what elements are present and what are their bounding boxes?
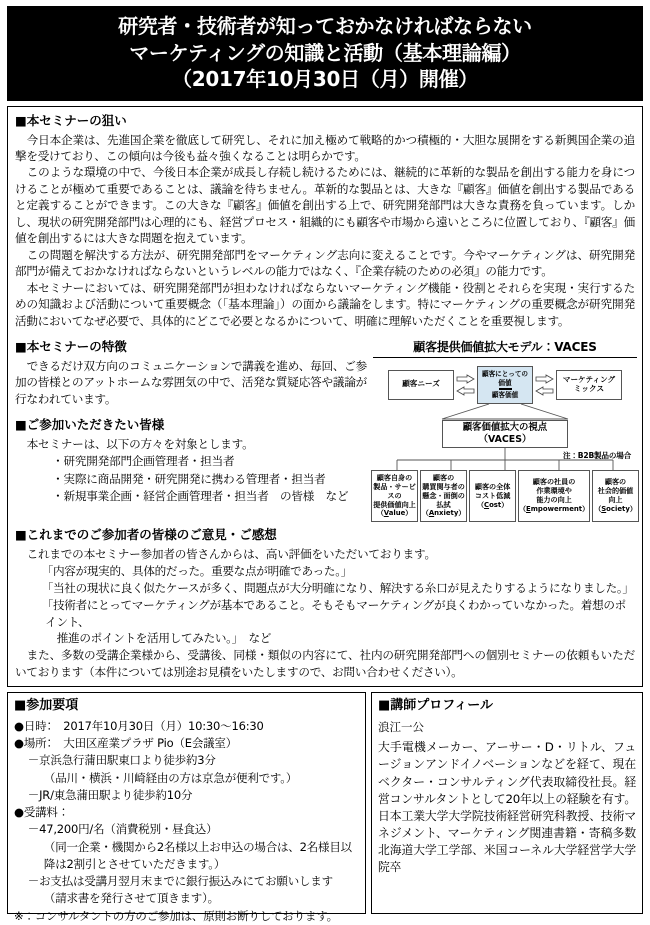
participation-payment-note: （請求書を発行させて頂きます）。 <box>43 891 219 906</box>
diagram-box-customer-value <box>477 366 533 404</box>
testimonial-quote-3-cont: 推進のポイントを活用してみたい。」 など <box>56 631 272 646</box>
title-line-1: 研究者・技術者が知っておかなければならない <box>118 14 532 38</box>
diagram-leaf-society <box>592 470 639 522</box>
leaf-anxiety-ja-2: 購買関与者の <box>422 481 465 491</box>
diagram-leaf-cost <box>469 470 516 522</box>
leaf-empowerment-ja-2: 作業環境や <box>536 486 572 496</box>
leaf-cost-ja-2: コスト低減 <box>474 490 511 500</box>
leaf-society-ja-2: 社会的価値 <box>597 486 634 496</box>
title-line-3: （2017年10月30日（月）開催） <box>172 67 478 92</box>
leaf-cost-en: （Cost） <box>477 500 509 509</box>
diagram-center-top-label: 顧客にとっての <box>481 370 529 379</box>
leaf-anxiety-ja-1: 顧客の <box>432 472 455 482</box>
participation-venue: ●場所： 大田区産業プラザ Pio（E会議室） <box>14 736 238 751</box>
diagram-leaf-anxiety <box>420 470 467 522</box>
diagram-top-row <box>371 366 639 404</box>
participation-access-1: －京浜急行蒲田駅東口より徒歩約3分 <box>27 753 216 768</box>
diagram-arrows-left <box>456 374 475 396</box>
aim-paragraph-3: この問題を解決する方法が、研究開発部門をマーケティング志向に変えることです。今やマーケティングは、研究開発部門が備えておかなければならないというレベルの能力ではなく、『企業存続のための必須』の能力です。 <box>15 247 635 279</box>
diagram-box-marketing-mix-label-1: マーケティング <box>562 375 616 385</box>
audience-item-3: ・新規事業企画・経営企画管理者・担当者 の皆様 など <box>52 489 349 503</box>
diagram-center-mid-label: 価値 <box>498 378 512 387</box>
participation-fee-note-1: （同一企業・機関から2名様以上お申込の場合は、2名様目以 <box>43 839 352 854</box>
features-paragraph: できるだけ双方向のコミュニケーションで講義を進め、毎回、ご参加の皆様とのアットホームな雰囲気の中で、活発な質疑応答や議論が行なわれています。 <box>15 358 367 406</box>
participation-access-1-note: （品川・横浜・川崎経由の方は京急が便利です。） <box>43 770 298 785</box>
leaf-value-ja-2: 製品・サービスの <box>373 481 416 500</box>
arrow-right-icon <box>456 374 475 384</box>
instructor-name: 浪江一公 <box>378 719 424 734</box>
diagram-note-b2b: 注：B2B製品の場合 <box>562 450 631 460</box>
instructor-box <box>371 692 643 914</box>
leaf-value-en: （Value） <box>376 509 413 518</box>
instructor-heading: ■講師プロフィール <box>378 698 493 713</box>
section-heading-audience: ■ご参加いただきたい皆様 <box>15 417 165 433</box>
diagram-leaf-value <box>371 470 418 522</box>
participation-payment: －お支払は受講月翌月末までに銀行振込みにてお願いします <box>27 874 333 889</box>
diagram-connector-upper <box>371 404 639 420</box>
diagram-leaf-row <box>371 470 639 522</box>
diagram-viewpoint-label-2: （VACES） <box>478 433 532 445</box>
leaf-value-ja-1: 顧客自身の <box>376 472 413 482</box>
leaf-anxiety-en: （Anxiety） <box>421 509 466 518</box>
arrow-right-icon <box>535 374 554 384</box>
section-heading-features: ■本セミナーの特徴 <box>15 338 127 354</box>
leaf-empowerment-en: （Empowerment） <box>519 504 589 513</box>
testimonial-quote-3: 「技術者にとってマーケティングが基本であること。そもそもマーケティングが良くわかっていなかった。着想のポイント、 <box>41 597 626 629</box>
participation-access-2: －JR/東急蒲田駅より徒歩約10分 <box>27 787 193 802</box>
diagram-center-bottom-label: 顧客価値 <box>491 391 519 400</box>
participation-date: ●日時： 2017年10月30日（月）10:30〜16:30 <box>14 718 264 733</box>
vaces-diagram <box>371 338 639 522</box>
instructor-bio: 大手電機メーカー、アーサー・D・リトル、フュージョンアンドイノベーションなどを経て、現在ベクター・コンサルティング代表取締役社長。経営コンサルタントとして20年以上の経験を有す。日本工業大学大学院技術経営研究科教授、技術マネジメント、マーケティング関連書籍・寄稿多数北海道大学工学部、米国コーネル大学経営学大学院卒 <box>378 740 636 875</box>
testimonial-quote-2: 「当社の現状に良く似たケースが多く、問題点が大分明確になり、解決する糸口が見えたりするようになりました。」 <box>41 580 634 595</box>
audience-intro: 本セミナーは、以下の方々を対象とします。 <box>26 436 254 451</box>
audience-item-2: ・実際に商品開発・研究開発に携わる管理者・担当者 <box>52 471 326 486</box>
diagram-box-vaces-viewpoint <box>442 420 568 448</box>
equals-icon <box>499 388 512 390</box>
diagram-box-customer-needs-label: 顧客ニーズ <box>402 379 440 389</box>
title-line-2: マーケティングの知識と活動（基本理論編） <box>129 40 521 65</box>
diagram-column <box>367 338 639 522</box>
testimonials-intro: これまでの本セミナー参加者の皆さんからは、高い評価をいただいております。 <box>26 546 436 561</box>
features-and-diagram-row <box>15 338 635 522</box>
arrow-left-icon <box>456 386 475 396</box>
title-banner <box>7 6 643 101</box>
main-content-box <box>7 106 643 687</box>
participation-fee-label: ●受講料： <box>14 805 70 820</box>
diagram-title: 顧客提供価値拡大モデル：VACES <box>373 338 637 358</box>
leaf-society-ja-3: 向上 <box>608 495 623 505</box>
testimonials-closing: また、多数の受講企業様から、受講後、同様・類似の内容にて、社内の研究開発部門への個別セミナーの依頼もいただいております（本件については別途お見積をいたしますので、お問い合わせください）。 <box>15 648 635 679</box>
aim-paragraph-2: このような環境の中で、今後日本企業が成長し存続し続けるためには、継続的に革新的な製品を創出する能力を身につけることが極めて重要であることは、議論を待ちません。革新的な製品とは、大きな『顧客』価値を創出する製品であると定義することができます。この大きな『顧客』価値を創出する上で、研究開発部門は大きな責務を負っています。しかし、現状の研究開発部門は心理的にも、経営プロセス・組織的にも顧客や市場から遠いところに位置しており、『顧客』価値を創出するには大きな問題を抱えています。 <box>15 165 635 246</box>
participation-fee-note-2: 降は2割引とさせていただきます。） <box>43 856 226 871</box>
diagram-viewpoint-label-1: 顧客価値拡大の視点 <box>462 422 548 434</box>
leaf-anxiety-ja-4: 払拭 <box>436 499 451 509</box>
features-column <box>15 338 367 505</box>
participation-box <box>7 692 366 923</box>
leaf-empowerment-ja-1: 顧客の社員の <box>532 477 576 487</box>
diagram-box-marketing-mix <box>556 370 622 400</box>
section-heading-aim: ■本セミナーの狙い <box>15 112 127 128</box>
aim-paragraph-1: 今日本企業は、先進国企業を徹底して研究し、それに加え極めて戦略的かつ積極的・大胆な展開をする新興国企業の追撃を受けており、この傾向は今後も益々強くなることは明らかです。 <box>15 132 635 163</box>
leaf-society-en: （Society） <box>594 504 637 513</box>
fan-lines-icon <box>371 448 639 470</box>
leaf-value-ja-3: 提供価値向上 <box>373 499 416 509</box>
bottom-row <box>7 692 643 923</box>
leaf-cost-ja-1: 顧客の全体 <box>474 481 511 491</box>
participation-heading: ■参加要項 <box>14 698 79 713</box>
diagram-box-marketing-mix-label-2: ミックス <box>573 383 605 393</box>
leaf-society-ja-1: 顧客の <box>604 477 627 487</box>
diagram-leaf-empowerment <box>518 470 590 522</box>
diagram-box-customer-needs <box>388 370 454 400</box>
section-heading-testimonials: ■これまでのご参加者の皆様のご意見・ご感想 <box>15 526 277 542</box>
diagram-connector-lower <box>371 448 639 470</box>
leaf-empowerment-ja-3: 能力の向上 <box>536 495 572 505</box>
connector-lines-icon <box>371 404 639 420</box>
audience-item-1: ・研究開発部門企画管理者・担当者 <box>52 454 235 469</box>
diagram-arrows-right <box>535 374 554 396</box>
leaf-anxiety-ja-3: 懸念・面倒の <box>422 490 465 500</box>
participation-fee: －47,200円/名（消費税別・昼食込） <box>27 822 218 837</box>
testimonial-quote-1: 「内容が現実的、具体的だった。重要な点が明確であった。」 <box>41 564 352 579</box>
participation-notice: ※：コンサルタントの方のご参加は、原則お断りしております。 <box>14 908 338 923</box>
arrow-left-icon <box>535 386 554 396</box>
aim-paragraph-4: 本セミナーにおいては、研究開発部門が担わなければならないマーケティング機能・役割とそれらを実現・実行するための知識および活動について重要概念（「基本理論」）の面から議論をします。特にマーケティングの重要概念が研究開発活動においてなぜ必要で、具体的にどこで必要となるかについて、明確に理解いただくことを重要視します。 <box>15 280 635 328</box>
